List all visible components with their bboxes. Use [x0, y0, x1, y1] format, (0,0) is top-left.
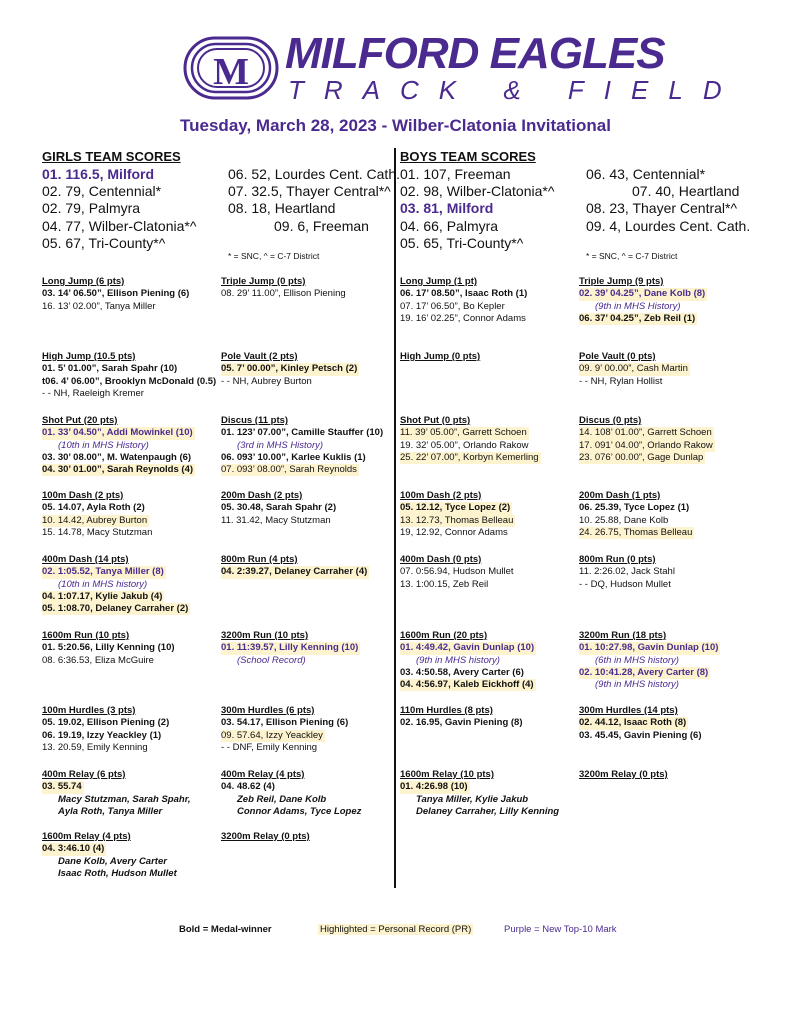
record-note: (School Record): [237, 654, 306, 666]
result-line: 05. 14.07, Ayla Roth (2): [42, 502, 145, 514]
girls-score-line: 02. 79, Centennial*: [42, 183, 162, 200]
result-line: 06. 37’ 04.25”, Zeb Reil (1): [579, 312, 696, 324]
result-line: 11. 31.42, Macy Stutzman: [221, 514, 331, 526]
result-line: 01. 5’ 01.00”, Sarah Spahr (10): [42, 363, 178, 375]
boys-score-line: 04. 66, Palmyra: [400, 217, 499, 234]
event-title: Triple Jump (0 pts): [221, 276, 306, 287]
result-line: 04. 2:39.27, Delaney Carraher (4): [221, 566, 368, 578]
event-title: Pole Vault (0 pts): [579, 351, 656, 362]
result-line: 01. 5:20.56, Lilly Kenning (10): [42, 642, 175, 654]
event-block: [221, 630, 393, 667]
girls-score-line: 06. 52, Lourdes Cent. Cath.: [228, 166, 400, 182]
result-line: 02. 1:05.52, Tanya Miller (8): [42, 566, 164, 578]
result-line: 05. 30.48, Sarah Spahr (2): [221, 502, 337, 514]
event-block: [221, 490, 393, 527]
result-line: - - DQ, Hudson Mullet: [579, 578, 671, 590]
result-line: 04. 3:46.10 (4): [42, 843, 105, 855]
result-line: 03. 54.17, Ellison Piening (6): [221, 717, 349, 729]
result-line: 01. 123’ 07.00”, Camille Stauffer (10): [221, 427, 384, 439]
event-title: High Jump (10.5 pts): [42, 351, 136, 362]
result-line: 01. 4:49.42, Gavin Dunlap (10): [400, 642, 535, 654]
record-note: (9th in MHS history): [595, 679, 679, 691]
result-line: 05. 19.02, Ellison Piening (2): [42, 717, 170, 729]
event-block: [400, 351, 572, 363]
boys-score-line: 01. 107, Freeman: [400, 166, 511, 182]
event-title: 200m Dash (2 pts): [221, 490, 303, 501]
event-block: [400, 490, 572, 539]
event-title: High Jump (0 pts): [400, 351, 481, 362]
event-block: [221, 351, 393, 388]
boys-score-line: 05. 65, Tri-County*^: [400, 234, 524, 251]
result-line: 15. 14.78, Macy Stutzman: [42, 526, 153, 538]
result-line: 03. 4:50.58, Avery Carter (6): [400, 666, 524, 678]
event-block: [221, 415, 393, 476]
event-block: [221, 831, 393, 843]
event-title: 800m Run (4 pts): [221, 554, 298, 565]
result-line: 13. 20.59, Emily Kenning: [42, 741, 148, 753]
result-line: 17. 091’ 04.00”, Orlando Rakow: [579, 439, 713, 451]
event-title: 3200m Relay (0 pts): [221, 831, 310, 842]
legend-bold: Bold = Medal-winner: [179, 924, 272, 935]
event-block: [400, 769, 572, 818]
result-line: 05. 7’ 00.00”, Kinley Petsch (2): [221, 363, 358, 375]
record-note: (3rd in MHS History): [237, 439, 324, 451]
result-line: 06. 25.39, Tyce Lopez (1): [579, 502, 690, 514]
girls-team-scores-heading: GIRLS TEAM SCORES: [42, 149, 181, 164]
event-title: Discus (11 pts): [221, 415, 289, 426]
event-block: [400, 554, 572, 591]
header: [0, 30, 791, 110]
event-title: Discus (0 pts): [579, 415, 642, 426]
event-title: 400m Relay (4 pts): [221, 769, 305, 780]
logo-letter: M: [213, 51, 249, 93]
girls-score-line: 05. 67, Tri-County*^: [42, 234, 166, 251]
boys-score-line: 06. 43, Centennial*: [586, 166, 706, 182]
boys-legend-note: * = SNC, ^ = C-7 District: [586, 251, 678, 261]
event-title: 400m Relay (6 pts): [42, 769, 126, 780]
girls-score-line: 02. 79, Palmyra: [42, 200, 141, 217]
event-title: 100m Dash (2 pts): [42, 490, 124, 501]
event-title: 400m Dash (14 pts): [42, 554, 129, 565]
result-line: - - NH, Aubrey Burton: [221, 375, 312, 387]
result-line: 06. 19.19, Izzy Yeackley (1): [42, 729, 162, 741]
result-line: 05. 1:08.70, Delaney Carraher (2): [42, 603, 189, 615]
event-block: [400, 276, 572, 325]
event-title: 400m Dash (0 pts): [400, 554, 482, 565]
result-line: 19, 12.92, Connor Adams: [400, 526, 508, 538]
event-title: 1600m Relay (4 pts): [42, 831, 131, 842]
result-line: 07. 17’ 06.50”, Bo Kepler: [400, 300, 505, 312]
event-title: 3200m Run (18 pts): [579, 630, 667, 641]
result-line: 01. 11:39.57, Lilly Kenning (10): [221, 642, 359, 654]
result-line: 13. 12.73, Thomas Belleau: [400, 514, 514, 526]
event-block: [42, 769, 214, 818]
girls-score-line: 09. 6, Freeman: [274, 217, 369, 234]
girls-score-line: 01. 116.5, Milford: [42, 166, 155, 182]
record-note: (10th in MHS History): [58, 439, 149, 451]
event-block: [42, 630, 214, 667]
event-block: [400, 705, 572, 730]
result-line: 01. 4:26.98 (10): [400, 781, 468, 793]
relay-members: Isaac Roth, Hudson Mullet: [58, 867, 177, 879]
event-block: [42, 276, 214, 313]
event-title: Long Jump (6 pts): [42, 276, 125, 287]
event-title: Triple Jump (9 pts): [579, 276, 664, 287]
result-line: 14. 108’ 01.00”, Garrett Schoen: [579, 427, 712, 439]
event-title: 110m Hurdles (8 pts): [400, 705, 493, 716]
result-line: - - NH, Raeleigh Kremer: [42, 387, 144, 399]
result-line: 09. 57.64, Izzy Yeackley: [221, 729, 323, 741]
event-block: [221, 705, 393, 754]
event-title: 3200m Relay (0 pts): [579, 769, 668, 780]
result-line: 11. 2:26.02, Jack Stahl: [579, 566, 675, 578]
event-title: 100m Dash (2 pts): [400, 490, 482, 501]
record-note: (6th in MHS history): [595, 654, 679, 666]
result-line: 02. 10:41.28, Avery Carter (8): [579, 666, 709, 678]
result-line: 02. 16.95, Gavin Piening (8): [400, 717, 523, 729]
milford-m-logo: [183, 36, 279, 100]
legend-highlight: Highlighted = Personal Record (PR): [320, 924, 472, 935]
result-line: 04. 30’ 01.00”, Sarah Reynolds (4): [42, 464, 194, 476]
event-title: Shot Put (0 pts): [400, 415, 471, 426]
meet-title: Tuesday, March 28, 2023 - Wilber-Clatonia Invitational: [180, 116, 611, 135]
event-title: 1600m Relay (10 pts): [400, 769, 494, 780]
boys-score-line: 07. 40, Heartland: [632, 183, 740, 200]
result-line: 04. 48.62 (4): [221, 781, 275, 793]
result-line: 03. 30’ 08.00”, M. Watenpaugh (6): [42, 451, 192, 463]
result-line: 24. 26.75, Thomas Belleau: [579, 526, 693, 538]
result-line: 08. 29’ 11.00”, Ellison Piening: [221, 288, 346, 300]
result-line: 01. 33’ 04.50”, Addi Mowinkel (10): [42, 427, 193, 439]
event-block: [221, 769, 393, 818]
result-line: 10. 25.88, Dane Kolb: [579, 514, 669, 526]
event-title: Long Jump (1 pt): [400, 276, 478, 287]
boys-score-line: 02. 98, Wilber-Clatonia*^: [400, 183, 555, 200]
event-block: [221, 554, 393, 579]
event-block: [579, 490, 751, 539]
legend-purple: Purple = New Top-10 Mark: [504, 924, 617, 935]
boys-team-scores-heading: BOYS TEAM SCORES: [400, 149, 536, 164]
boys-score-line: 08. 23, Thayer Central*^: [586, 200, 738, 217]
column-divider: [394, 148, 396, 888]
result-line: - - NH, Rylan Hollist: [579, 375, 663, 387]
event-title: 3200m Run (10 pts): [221, 630, 309, 641]
result-line: 19. 32’ 05.00”, Orlando Rakow: [400, 439, 529, 451]
result-line: 01. 10:27.98, Gavin Dunlap (10): [579, 642, 719, 654]
result-line: 05. 12.12, Tyce Lopez (2): [400, 502, 511, 514]
event-title: 800m Run (0 pts): [579, 554, 656, 565]
relay-members: Macy Stutzman, Sarah Spahr,: [58, 793, 191, 805]
result-line: 08. 6:36.53, Eliza McGuire: [42, 654, 154, 666]
girls-score-line: 08. 18, Heartland: [228, 200, 336, 217]
brand-subtitle: TRACK & FIELD: [288, 75, 742, 105]
record-note: (9th in MHS History): [595, 300, 681, 312]
event-title: Shot Put (20 pts): [42, 415, 118, 426]
event-block: [42, 831, 214, 880]
brand-title: MILFORD EAGLES: [285, 29, 665, 78]
relay-members: Delaney Carraher, Lilly Kenning: [416, 805, 560, 817]
result-line: 06. 17’ 08.50”, Isaac Roth (1): [400, 288, 528, 300]
event-title: 200m Dash (1 pts): [579, 490, 661, 501]
result-line: 04. 4:56.97, Kaleb Eickhoff (4): [400, 679, 534, 691]
event-block: [579, 769, 751, 781]
event-title: 100m Hurdles (3 pts): [42, 705, 136, 716]
event-title: Pole Vault (2 pts): [221, 351, 298, 362]
relay-members: Ayla Roth, Tanya Miller: [58, 805, 163, 817]
relay-members: Zeb Reil, Dane Kolb: [237, 793, 327, 805]
event-block: [42, 415, 214, 476]
result-line: 16. 13’ 02.00”, Tanya Miller: [42, 300, 156, 312]
result-line: 23. 076’ 00.00”, Gage Dunlap: [579, 451, 704, 463]
record-note: (10th in MHS history): [58, 578, 148, 590]
event-block: [42, 705, 214, 754]
result-line: 02. 39’ 04.25”, Dane Kolb (8): [579, 288, 706, 300]
girls-score-line: 07. 32.5, Thayer Central*^: [228, 183, 391, 200]
event-block: [400, 630, 572, 691]
event-block: [579, 276, 751, 325]
boys-score-line: 09. 4, Lourdes Cent. Cath.: [586, 217, 751, 234]
result-line: 06. 093’ 10.00”, Karlee Kuklis (1): [221, 451, 366, 463]
event-title: 1600m Run (10 pts): [42, 630, 130, 641]
event-block: [579, 415, 751, 464]
girls-legend-note: * = SNC, ^ = C-7 District: [228, 251, 320, 261]
event-title: 300m Hurdles (14 pts): [579, 705, 678, 716]
event-block: [221, 276, 393, 301]
result-line: 02. 44.12, Isaac Roth (8): [579, 717, 687, 729]
result-line: 04. 1:07.17, Kylie Jakub (4): [42, 590, 163, 602]
event-title: 300m Hurdles (6 pts): [221, 705, 315, 716]
result-line: 13. 1:00.15, Zeb Reil: [400, 578, 489, 590]
result-line: 07. 093’ 08.00”, Sarah Reynolds: [221, 464, 357, 476]
result-line: - - DNF, Emily Kenning: [221, 741, 318, 753]
relay-members: Tanya Miller, Kylie Jakub: [416, 793, 529, 805]
result-line: 11. 39’ 05.00”, Garrett Schoen: [400, 427, 527, 439]
result-line: t06. 4’ 06.00”, Brooklyn McDonald (0.5): [42, 375, 217, 387]
result-line: 25. 22’ 07.00”, Korbyn Kemerling: [400, 451, 539, 463]
result-line: 03. 55.74: [42, 781, 82, 793]
relay-members: Dane Kolb, Avery Carter: [58, 855, 167, 867]
relay-members: Connor Adams, Tyce Lopez: [237, 805, 362, 817]
event-block: [42, 351, 217, 400]
record-note: (9th in MHS history): [416, 654, 500, 666]
event-block: [579, 351, 751, 388]
event-block: [42, 554, 214, 615]
event-block: [42, 490, 214, 539]
event-title: 1600m Run (20 pts): [400, 630, 488, 641]
girls-score-line: 04. 77, Wilber-Clatonia*^: [42, 217, 197, 234]
result-line: 07. 0:56.94, Hudson Mullet: [400, 566, 514, 578]
result-line: 09. 9’ 00.00”, Cash Martin: [579, 363, 688, 375]
result-line: 03. 14’ 06.50”, Ellison Piening (6): [42, 288, 190, 300]
event-block: [579, 705, 751, 742]
event-block: [579, 630, 751, 691]
event-block: [579, 554, 751, 591]
result-line: 10. 14.42, Aubrey Burton: [42, 514, 148, 526]
result-line: 19. 16’ 02.25”, Connor Adams: [400, 312, 526, 324]
event-block: [400, 415, 572, 464]
result-line: 03. 45.45, Gavin Piening (6): [579, 729, 702, 741]
boys-score-line: 03. 81, Milford: [400, 200, 494, 217]
